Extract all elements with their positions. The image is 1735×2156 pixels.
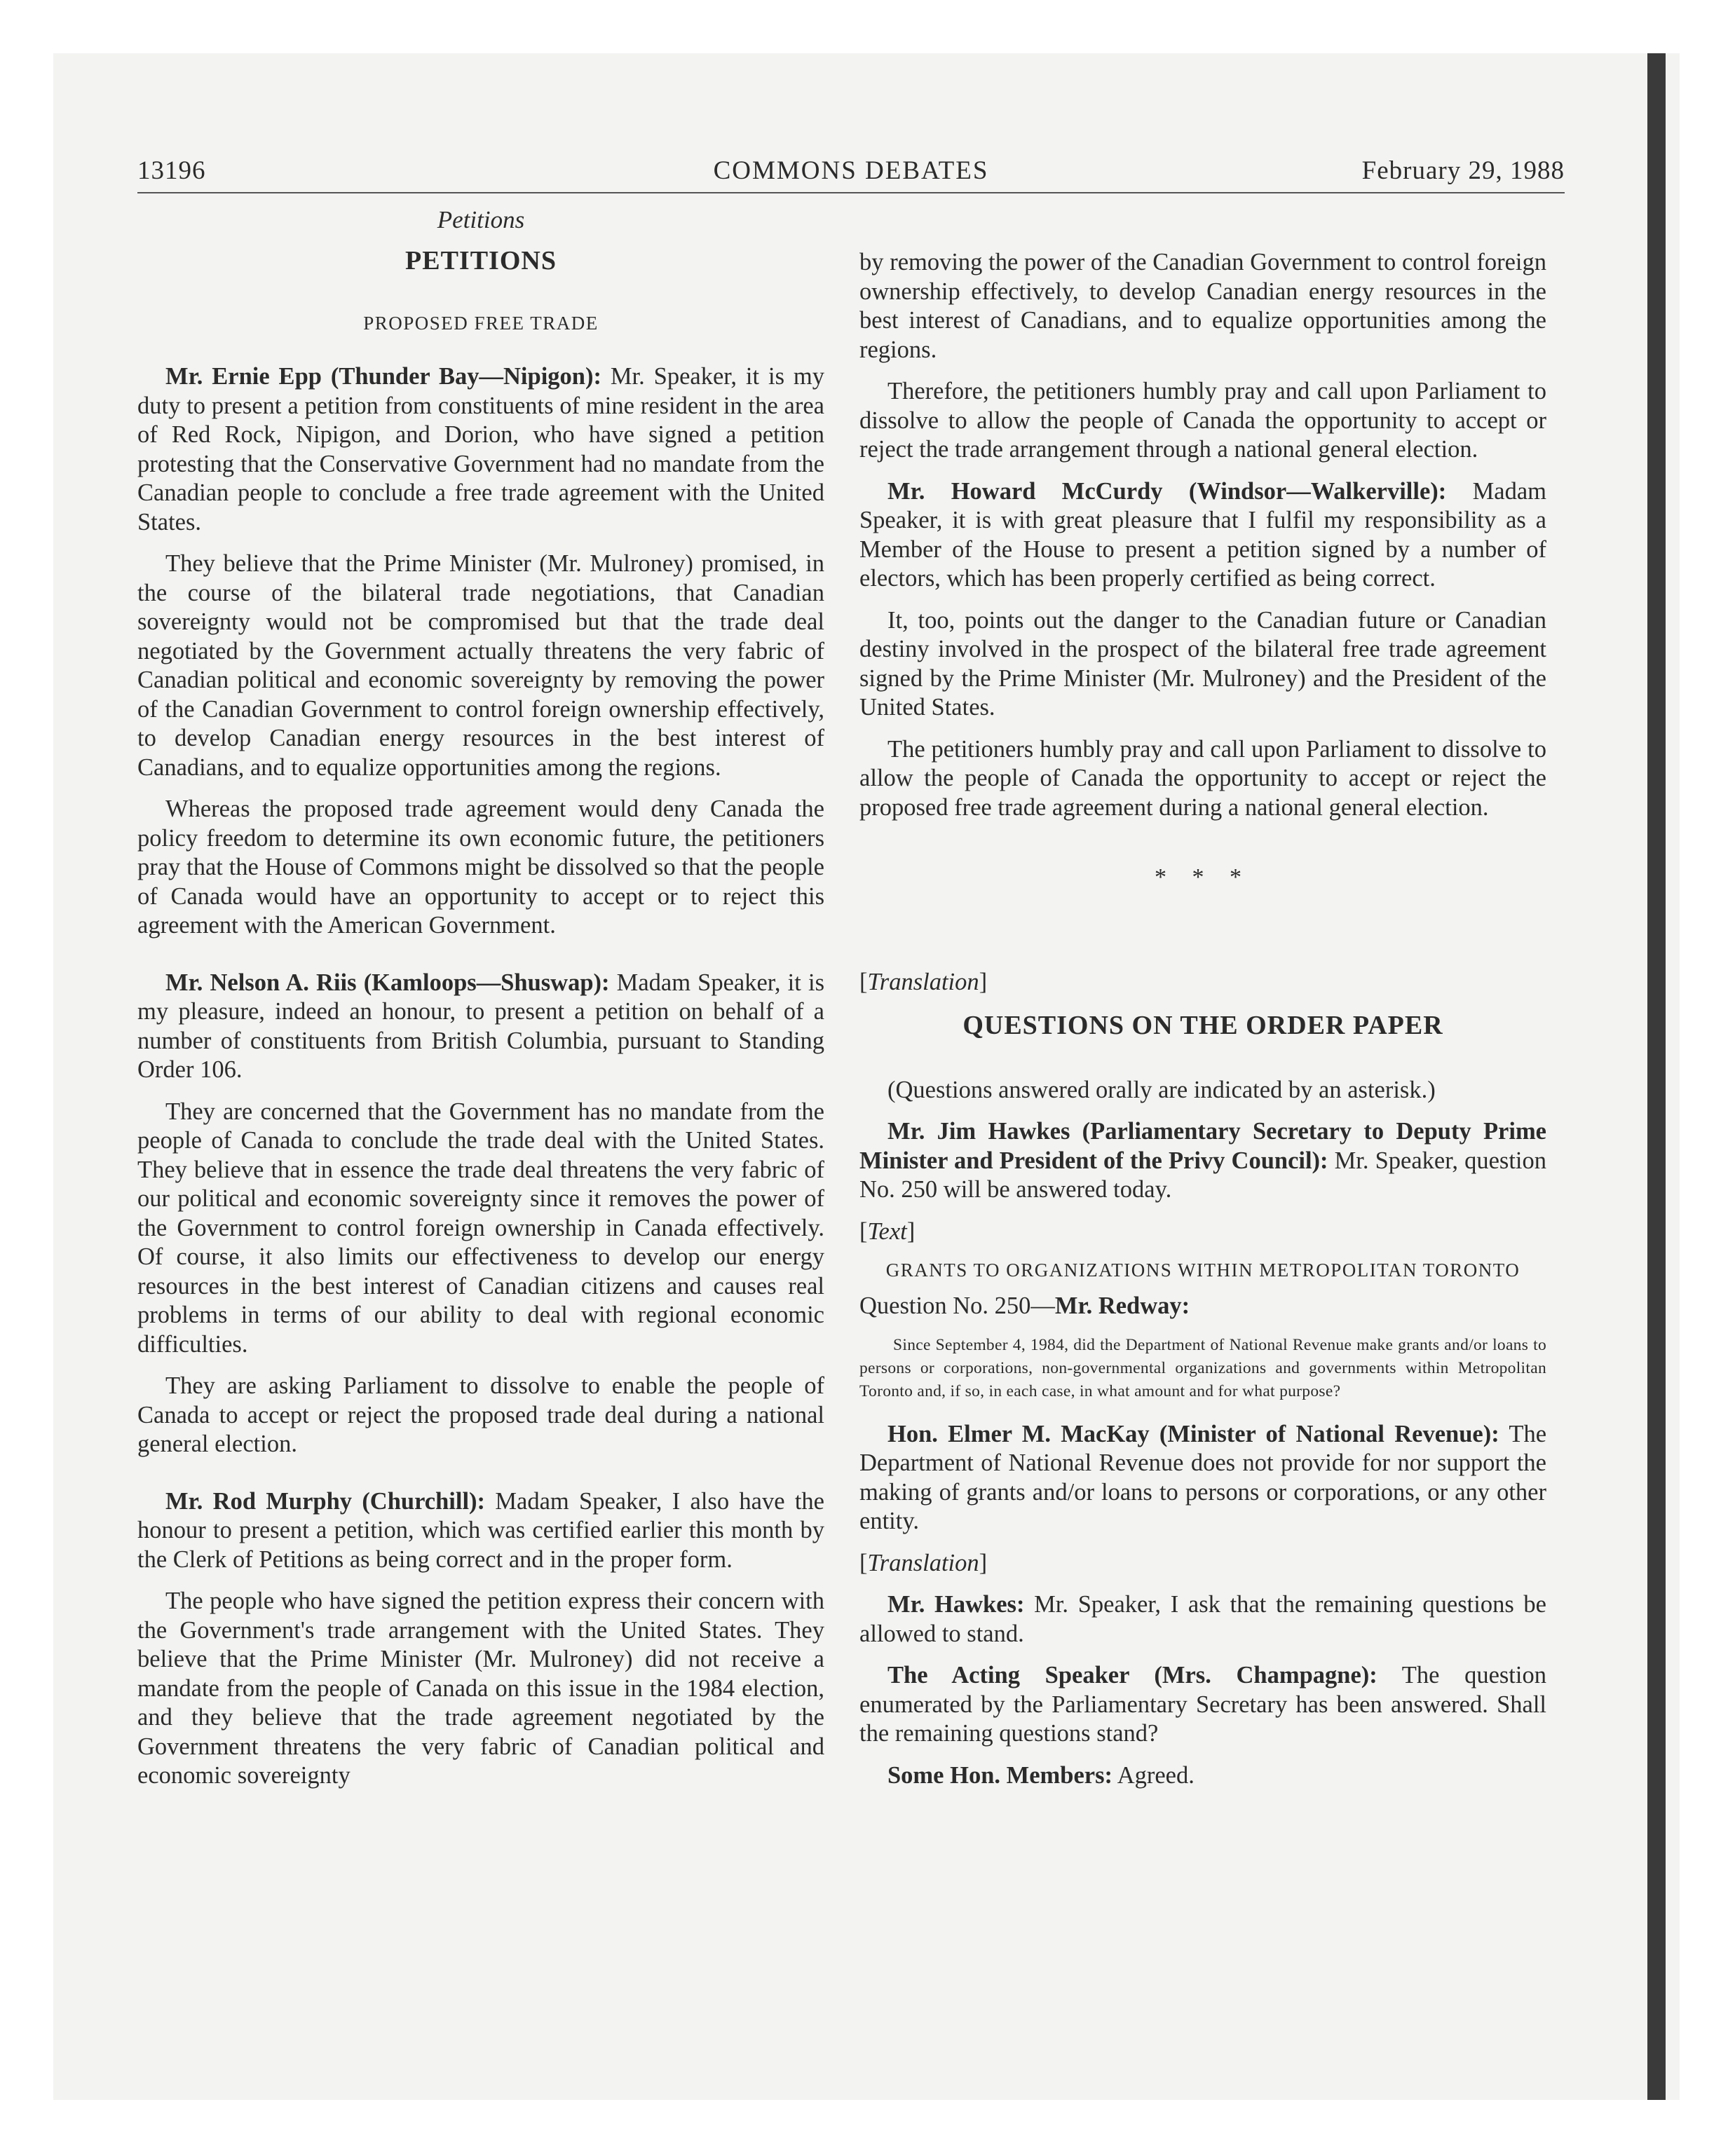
speech-paragraph — [859, 1420, 1546, 1536]
topic-heading: PROPOSED FREE TRADE — [363, 313, 599, 334]
publication-date: February 29, 1988 — [1361, 156, 1565, 185]
text-marker: [Text] — [859, 1217, 916, 1245]
section-heading: PETITIONS — [405, 246, 557, 275]
speech-paragraph — [859, 1117, 1546, 1205]
speaker-name: The Acting Speaker (Mrs. Champagne): — [887, 1662, 1377, 1688]
paragraph-continued: by removing the power of the Canadian Government to control foreign ownership effectively, to develop Canadian energy resources in the best interest of Canadians, and to equalize opportunities among the regions. — [859, 249, 1546, 363]
speaker-name: Mr. Nelson A. Riis (Kamloops—Shuswap): — [165, 969, 610, 996]
speech-paragraph — [137, 362, 824, 537]
running-header — [137, 150, 1565, 193]
speech-text: The question enumerated by the Parliamentary Secretary has been answered. Shall the remaining questions stand? — [859, 1662, 1546, 1747]
question-line — [859, 1292, 1546, 1321]
speech-text: Mr. Speaker, it is my duty to present a petition from constituents of mine resident in the area of Red Rock, Nipigon, and Dorion, who have signed a petition protesting that the Conservative Government had no mandate from the Canadian people to conclude a free trade agreement with the United States. — [137, 363, 824, 535]
speech-paragraph — [859, 1590, 1546, 1649]
paragraph: The petitioners humbly pray and call upon Parliament to dissolve to allow the people of Canada the opportunity to accept or reject the proposed free trade agreement during a national general election. — [859, 735, 1546, 821]
speech-paragraph — [137, 969, 824, 1085]
speaker-name: Mr. Rod Murphy (Churchill): — [165, 1487, 486, 1515]
speech-text: Madam Speaker, it is my pleasure, indeed an honour, to present a petition on behalf of a number of constituents from British Columbia, pursuant to Standing Order 106. — [137, 969, 824, 1083]
paragraph: Whereas the proposed trade agreement would deny Canada the policy freedom to determine its own economic future, the petitioners pray that the House of Commons might be dissolved so that the people of Canada would have an opportunity to accept or to reject this agreement with the American Government. — [137, 796, 824, 939]
document-page — [137, 150, 1565, 1789]
speaker-name: Mr. Redway: — [1054, 1292, 1190, 1319]
paragraph: Therefore, the petitioners humbly pray and call upon Parliament to dissolve to allow the people of Canada the opportunity to accept or reject the trade arrangement through a national general election. — [859, 378, 1546, 463]
speech-text: The Department of National Revenue does not provide for nor support the making of grants and/or loans to persons or corporations, or any other entity. — [859, 1420, 1547, 1534]
speaker-name: Hon. Elmer M. MacKay (Minister of National Revenue): — [887, 1420, 1499, 1447]
publication-title: COMMONS DEBATES — [713, 156, 989, 185]
paragraph: The people who have signed the petition express their concern with the Government's trade arrangement with the United States. They believe that the Prime Minister (Mr. Mulroney) did not receive a mandate from the people of Canada on this issue in the 1984 election, and they believe that the trade agreement negotiated by the Government threatens the very fabric of Canadian political and economic sovereignty — [137, 1588, 824, 1789]
paragraph: They are concerned that the Government has no mandate from the people of Canada to conclude the trade deal with the United States. They believe that in essence the trade deal threatens the very fabric of our political and economic sovereignty since it removes the power of the Government to control foreign ownership in Canada effectively. Of course, it also limits our effectiveness to develop our energy resources in the best interest of Canadian citizens and causes real problems in terms of our ability to deal with regional economic difficulties. — [137, 1098, 824, 1358]
speech-text: Agreed. — [1112, 1761, 1195, 1789]
speaker-name: Mr. Hawkes: — [887, 1591, 1025, 1618]
left-column — [137, 206, 824, 1803]
section-label: Petitions — [437, 206, 525, 233]
section-separator: * * * — [1155, 864, 1251, 890]
question-text: Since September 4, 1984, did the Department of National Revenue make grants and/or loans to persons or corporations, non-governmental organizations and governments within Metropolitan Toronto and, if so, in each case, in what amount and for what purpose? — [859, 1335, 1546, 1400]
speech-text: Madam Speaker, it is with great pleasure that I fulfil my responsibility as a Member of the House to present a petition signed by a number of electors, which has been properly certified as being correct. — [859, 477, 1546, 592]
speaker-name: Some Hon. Members: — [887, 1761, 1113, 1789]
scan-edge-shadow — [1647, 53, 1666, 2100]
speech-paragraph — [137, 1487, 824, 1575]
paragraph: They believe that the Prime Minister (Mr. Mulroney) promised, in the course of the bilateral trade negotiations, that Canadian sovereignty would not be compromised but that the trade deal negotiated by the Government actually threatens the very fabric of Canadian political and economic sovereignty by removing the power of the Canadian Government to control foreign ownership effectively, to develop Canadian energy resources in the best interest of Canadians, and to equalize opportunities among the regions. — [137, 550, 824, 781]
speech-paragraph — [859, 1761, 1546, 1791]
speaker-name: Mr. Howard McCurdy (Windsor—Walkerville): — [887, 477, 1447, 505]
right-column — [859, 248, 1546, 1803]
speech-paragraph — [859, 1661, 1546, 1749]
speech-text: Mr. Speaker, I ask that the remaining questions be allowed to stand. — [859, 1591, 1546, 1647]
speaker-name: Mr. Jim Hawkes (Parliamentary Secretary to Deputy Prime Minister and President of the Privy Council): — [859, 1118, 1546, 1174]
speech-text: Madam Speaker, I also have the honour to present a petition, which was certified earlier this month by the Clerk of Petitions as being correct and in the proper form. — [137, 1487, 824, 1573]
section-heading: QUESTIONS ON THE ORDER PAPER — [962, 1010, 1443, 1040]
paragraph: (Questions answered orally are indicated by an asterisk.) — [887, 1076, 1436, 1103]
topic-heading: GRANTS TO ORGANIZATIONS WITHIN METROPOLITAN TORONTO — [885, 1260, 1520, 1281]
question-number: Question No. 250— — [859, 1292, 1055, 1319]
translation-marker: [Translation] — [859, 969, 988, 995]
paragraph: They are asking Parliament to dissolve to enable the people of Canada to accept or reject the proposed trade deal during a national general election. — [137, 1372, 824, 1457]
speech-text: Mr. Speaker, question No. 250 will be answered today. — [859, 1147, 1546, 1203]
speech-paragraph — [859, 477, 1546, 594]
speaker-name: Mr. Ernie Epp (Thunder Bay—Nipigon): — [165, 363, 601, 390]
page-number: 13196 — [137, 156, 206, 185]
paragraph: It, too, points out the danger to the Canadian future or Canadian destiny involved in the prospect of the bilateral free trade agreement signed by the Prime Minister (Mr. Mulroney) and the President of the United States. — [859, 606, 1546, 721]
translation-marker: [Translation] — [859, 1549, 988, 1576]
